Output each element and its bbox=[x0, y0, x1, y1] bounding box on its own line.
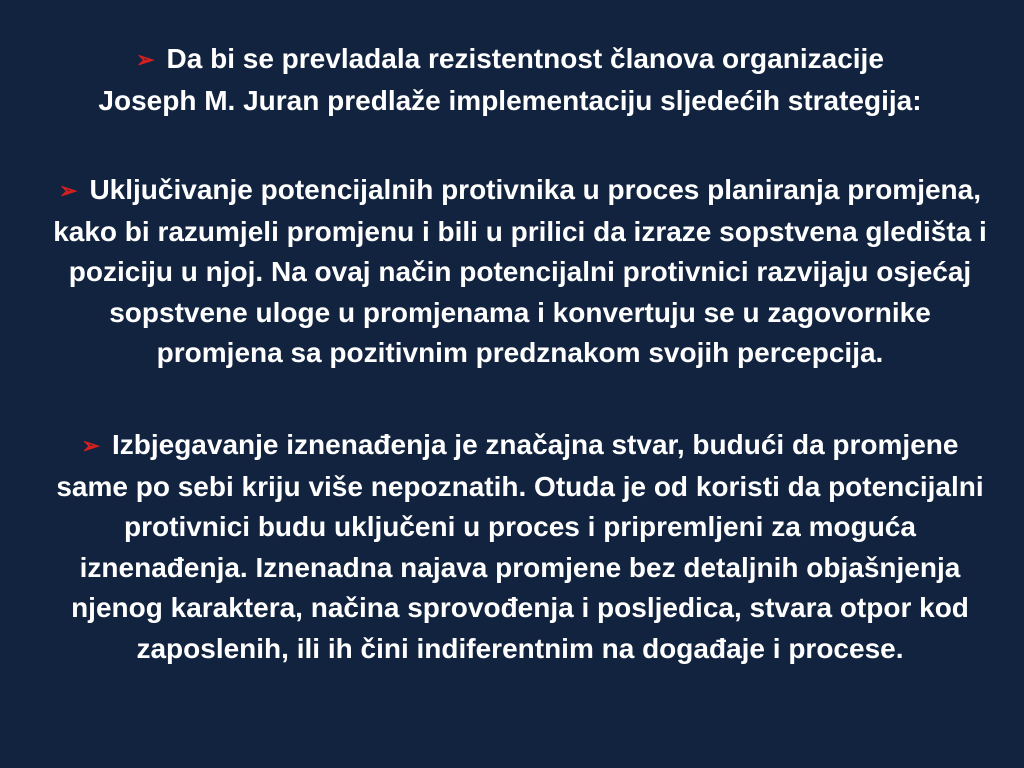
bullet-paragraph-inclusion bbox=[50, 170, 990, 374]
bullet-text: Da bi se prevladala rezistentnost članova organizacije Joseph M. Juran predlaže implementaciju sljedećih strategija: bbox=[98, 43, 922, 116]
bullet-text: Izbjegavanje iznenađenja je značajna stvar, budući da promjene same po sebi kriju više nepoznatih. Otuda je od koristi da potencijalni protivnici budu uključeni u proces i pripremljeni za moguća iznenađenja. Iznenadna najava promjene bez detaljnih objašnjenja njenog karaktera, načina sprovođenja i posljedica, stvara otpor kod zaposlenih, ili ih čini indiferentnim na događaje i procese. bbox=[56, 429, 984, 664]
arrowhead-bullet-icon: ➢ bbox=[59, 178, 78, 203]
arrowhead-bullet-icon: ➢ bbox=[136, 47, 155, 72]
bullet-paragraph-avoid-surprise bbox=[50, 425, 990, 669]
arrowhead-bullet-icon: ➢ bbox=[81, 433, 100, 458]
bullet-paragraph-intro bbox=[90, 39, 930, 121]
bullet-text: Uključivanje potencijalnih protivnika u proces planiranja promjena, kako bi razumjeli promjenu i bili u prilici da izraze sopstvena gledišta i poziciju u njoj. Na ovaj način potencijalni protivnici razvijaju osjećaj sopstvene uloge u promjenama i konvertuju se u zagovornike promjena sa pozitivnim predznakom svojih percepcija. bbox=[53, 174, 987, 368]
